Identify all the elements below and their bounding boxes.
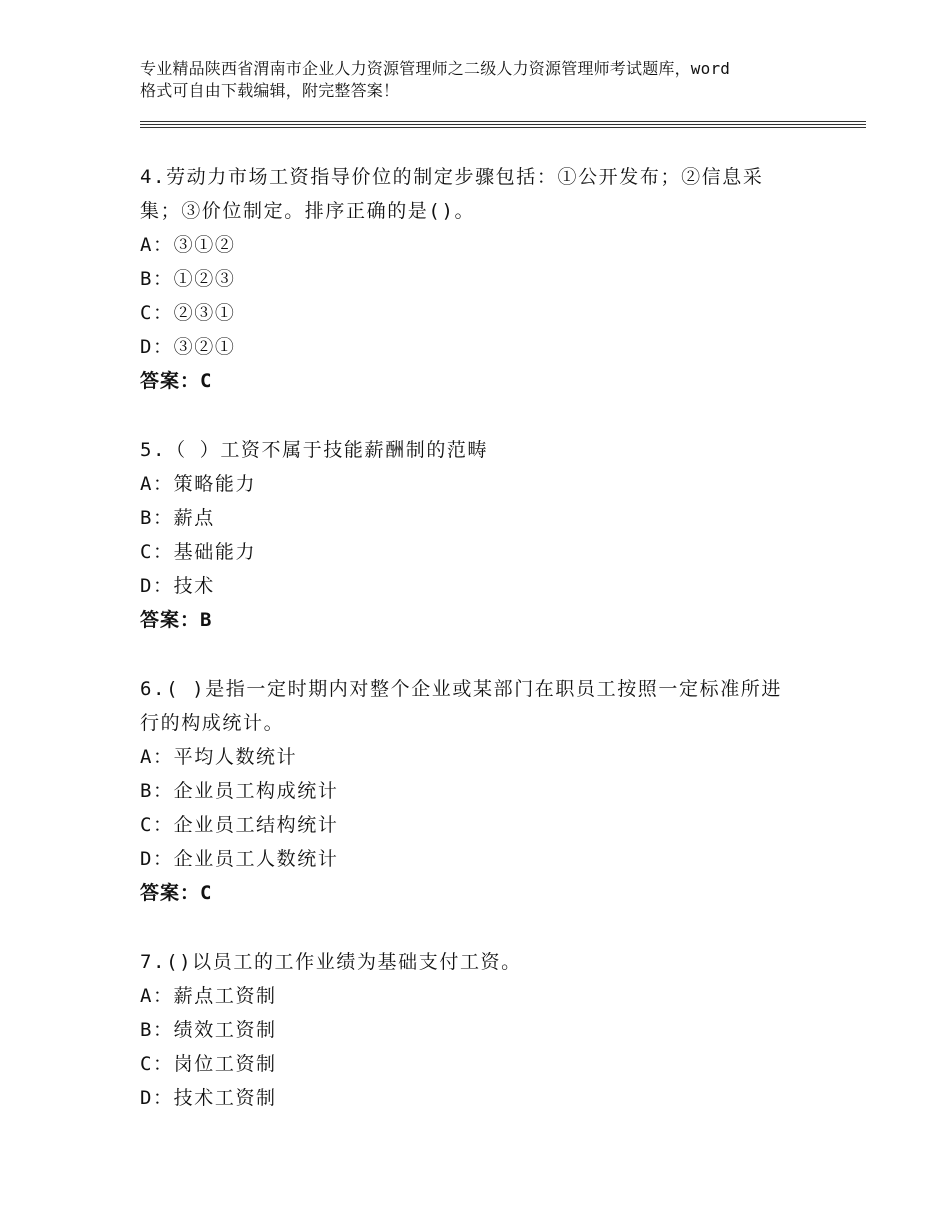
question-text: 7.()以员工的工作业绩为基础支付工资。 [140, 951, 522, 973]
option-b: B：薪点 [140, 507, 215, 529]
question-6 [140, 672, 840, 910]
option-d: D：技术 [140, 575, 215, 597]
question-text: 行的构成统计。 [140, 712, 285, 734]
option-a: A：策略能力 [140, 473, 257, 495]
question-text: 5.（ ）工资不属于技能薪酬制的范畴 [140, 439, 489, 461]
question-text: 4.劳动力市场工资指导价位的制定步骤包括：①公开发布；②信息采 [140, 166, 764, 188]
option-d: D：技术工资制 [140, 1087, 277, 1109]
answer-label: 答案：B [140, 609, 213, 631]
option-d: D：③②① [140, 336, 236, 358]
question-7 [140, 945, 840, 1115]
option-b: B：①②③ [140, 268, 236, 290]
question-5 [140, 433, 840, 637]
header-line-2: 格式可自由下载编辑，附完整答案！ [140, 81, 400, 100]
option-c: C：岗位工资制 [140, 1053, 277, 1075]
question-text: 6.( )是指一定时期内对整个企业或某部门在职员工按照一定标准所进 [140, 678, 782, 700]
document-header [140, 58, 830, 102]
header-divider-line [140, 124, 866, 125]
option-b: B：绩效工资制 [140, 1019, 277, 1041]
option-d: D：企业员工人数统计 [140, 848, 339, 870]
question-4 [140, 160, 840, 398]
header-divider-line [140, 121, 866, 122]
option-a: A：薪点工资制 [140, 985, 277, 1007]
question-text: 集；③价位制定。排序正确的是()。 [140, 200, 476, 222]
header-line-1: 专业精品陕西省渭南市企业人力资源管理师之二级人力资源管理师考试题库，word [140, 59, 731, 78]
option-b: B：企业员工构成统计 [140, 780, 339, 802]
option-c: C：②③① [140, 302, 236, 324]
option-c: C：企业员工结构统计 [140, 814, 339, 836]
header-divider-line [140, 127, 866, 128]
option-a: A：平均人数统计 [140, 746, 298, 768]
answer-label: 答案：C [140, 882, 213, 904]
answer-label: 答案：C [140, 370, 213, 392]
option-c: C：基础能力 [140, 541, 257, 563]
option-a: A：③①② [140, 234, 236, 256]
